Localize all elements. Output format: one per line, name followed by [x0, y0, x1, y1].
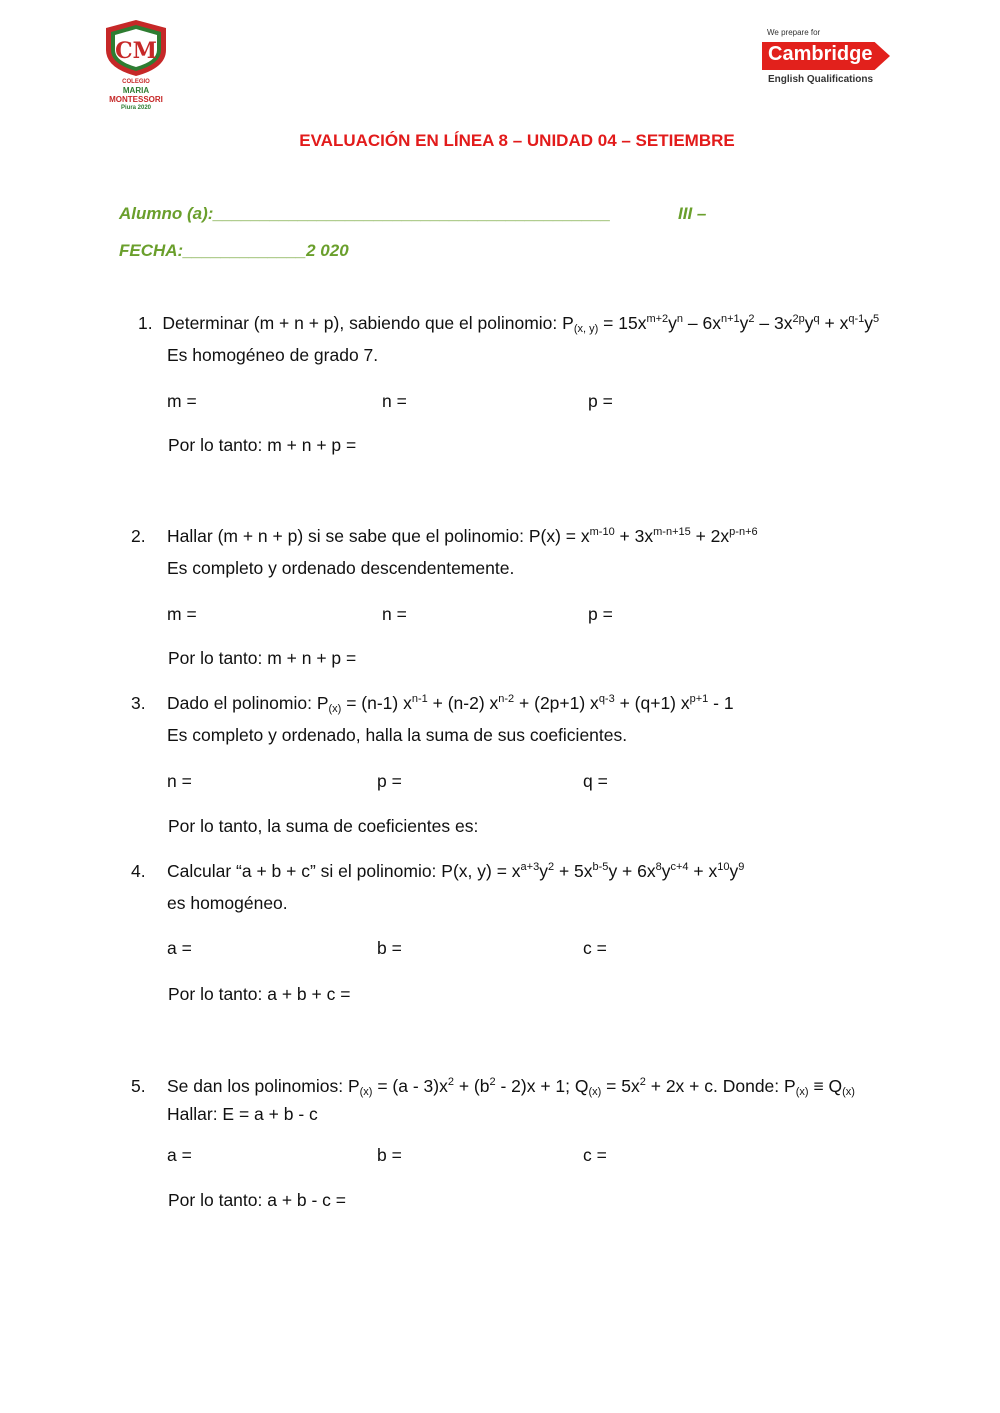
question-3-text [167, 693, 734, 714]
date-field: FECHA:_____________2 020 [119, 241, 349, 260]
question-1-line2: Es homogéneo de grado 7. [167, 345, 379, 365]
answer-3-b: p = [377, 771, 402, 791]
shield-icon [100, 18, 172, 78]
question-2 [131, 526, 146, 547]
cambridge-tagline: We prepare for [767, 28, 821, 37]
question-3 [131, 693, 146, 714]
answer-2-a: m = [167, 604, 197, 624]
conclusion-5: Por lo tanto: a + b - c = [168, 1190, 347, 1210]
question-text: Calcular “a + b + c” si el polinomio: [167, 861, 442, 881]
conclusion-3: Por lo tanto, la suma de coeficientes es: [168, 816, 479, 836]
conclusion-1: Por lo tanto: m + n + p = [168, 435, 357, 455]
question-2-text [167, 526, 758, 547]
answer-1-a: m = [167, 391, 197, 411]
polynomial-expression: $P_{(x, y)} = 15x^{m+2}y^n - 6x^{n+1}y^2 - 3x^{2p}y^q + x^{q-1}y^5$ [562, 313, 880, 335]
question-number: 5. [131, 1076, 146, 1096]
answer-4-c: c = [583, 938, 607, 958]
logo-text-colegio: COLEGIO [122, 79, 150, 85]
student-name-field: Alumno (a):__________________________________________ [119, 204, 611, 223]
answer-3-a: n = [167, 771, 192, 791]
cambridge-brand: Cambridge [768, 43, 873, 65]
answer-1-c: p = [588, 391, 613, 411]
answer-5-c: c = [583, 1145, 607, 1165]
polynomial-expression: $P_{(x)} = (n-1) x^{n-1} + (n-2) x^{n-2} + (2p+1) x^{q-3} + (q+1)$ $x^{p+1} - 1$ [316, 693, 734, 715]
polynomial-expression: P(x, $y) = x^{a+3}y^2 + 5x^{b-5}y + 6x^8y^{c+4} + x^{10}y^9$ [441, 861, 745, 881]
polynomial-expression: $P_{(x)} = (a - 3)x^2 + (b^2 - 2)x + 1$; $Q_{(x)} = 5x^2 + 2x + c$. Donde: $P_{(x)} \equiv Q_{(x)}$ [347, 1076, 855, 1098]
question-3-line2: Es completo y ordenado, halla la suma de sus coeficientes. [167, 725, 628, 745]
question-number: 1. [138, 313, 153, 333]
cambridge-logo [760, 28, 910, 90]
logo-text-montessori: MONTESSORI [109, 95, 163, 104]
question-2-line2: Es completo y ordenado descendentemente. [167, 558, 515, 578]
question-4 [131, 861, 146, 882]
answer-5-a: a = [167, 1145, 192, 1165]
section-label: III – [678, 204, 707, 223]
question-text: Se dan los polinomios: [167, 1076, 348, 1096]
logo-text-maria: MARIA [122, 86, 150, 95]
question-4-line2: es homogéneo. [167, 893, 288, 913]
conclusion-2: Por lo tanto: m + n + p = [168, 648, 357, 668]
question-5 [131, 1076, 146, 1097]
question-number: 4. [131, 861, 146, 881]
question-text: Dado el polinomio: [167, 693, 317, 713]
question-text: Determinar (m + n + p), sabiendo que el polinomio: [162, 313, 563, 333]
question-number: 3. [131, 693, 146, 713]
answer-4-b: b = [377, 938, 402, 958]
answer-5-b: b = [377, 1145, 402, 1165]
answer-1-b: n = [382, 391, 407, 411]
question-4-text [167, 861, 744, 882]
question-5-text [167, 1076, 855, 1097]
answer-3-c: q = [583, 771, 608, 791]
polynomial-expression: $P(x) = x^{m-10} + 3x^{m-n+15} + 2x^{p-n+6}$ [528, 526, 758, 546]
page-title: EVALUACIÓN EN LÍNEA 8 – UNIDAD 04 – SETIEMBRE [299, 131, 735, 150]
conclusion-4: Por lo tanto: a + b + c = [168, 984, 351, 1004]
answer-2-b: n = [382, 604, 407, 624]
question-text: Hallar (m + n + p) si se sabe que el polinomio: [167, 526, 529, 546]
logo-text-place: Piura 2020 [120, 105, 152, 111]
answer-4-a: a = [167, 938, 192, 958]
answer-2-c: p = [588, 604, 613, 624]
svg-text:CM: CM [115, 38, 157, 64]
cambridge-subtitle: English Qualifications [768, 74, 874, 85]
school-logo [100, 18, 172, 114]
question-number: 2. [131, 526, 146, 546]
question-1 [138, 313, 879, 334]
question-5-line2: Hallar: E = a + b - c [167, 1104, 318, 1124]
